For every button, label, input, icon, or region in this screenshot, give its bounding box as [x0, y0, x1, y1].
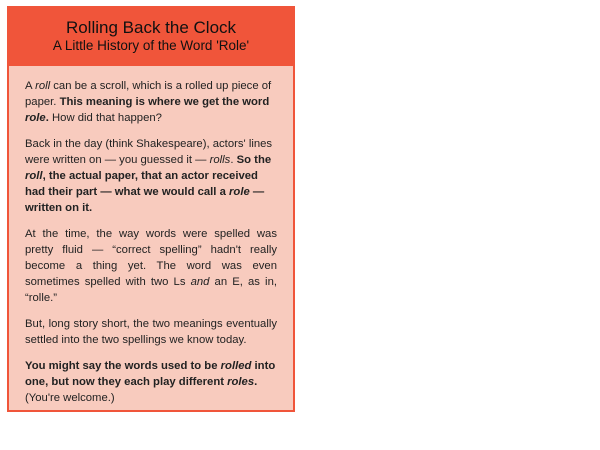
text-run: .: [230, 154, 237, 166]
text-run-bold-italic: role: [229, 186, 250, 198]
text-run-bold-italic: role: [25, 112, 46, 124]
text-run-italic: and: [190, 276, 210, 288]
text-run-bold-italic: rolled: [220, 360, 252, 372]
paragraph-2: [25, 136, 277, 216]
text-run: At the time, the way words were spelled was pretty fluid — “correct spelling” hadn't really become a thing yet. The word was even sometimes spelled with two Ls: [25, 228, 277, 288]
text-run: an E, as in, “rolle.”: [25, 276, 277, 304]
paragraph-1: [25, 78, 277, 126]
text-run-italic: rolls: [209, 154, 231, 166]
text-run-bold: You might say the words used to be: [25, 360, 221, 372]
paragraph-4: [25, 316, 277, 348]
info-card: [7, 6, 295, 412]
text-run-bold-italic: roles: [227, 376, 255, 388]
text-run-bold: into one, but now they each play different: [25, 360, 276, 388]
text-run-bold-italic: roll: [25, 170, 43, 182]
card-header: [9, 8, 293, 66]
text-run-bold: This meaning is where we get the word: [59, 96, 270, 108]
text-run: But, long story short, the two meanings eventually settled into the two spellings we know today.: [25, 318, 277, 346]
card-subtitle: A Little History of the Word 'Role': [52, 38, 250, 53]
paragraph-5: [25, 358, 277, 406]
text-run: Back in the day (think Shakespeare), actors' lines were written on — you guessed it —: [25, 138, 273, 166]
text-run: (You're welcome.): [25, 392, 115, 404]
paragraph-3: [25, 226, 277, 306]
text-run-bold: , the actual paper, that an actor received had their part — what we would call a: [25, 170, 258, 198]
card-title: Rolling Back the Clock: [65, 18, 237, 37]
text-run-bold: So the: [236, 154, 272, 166]
card-body: [9, 66, 293, 406]
text-run-bold: .: [45, 112, 49, 124]
text-run-italic: roll: [35, 80, 51, 92]
text-run: A: [25, 80, 36, 92]
text-run: How did that happen?: [48, 112, 162, 124]
text-run: can be a scroll, which is a rolled up piece of paper.: [25, 80, 272, 108]
text-run-bold: — written on it.: [25, 186, 265, 214]
text-run-bold: .: [254, 376, 258, 388]
